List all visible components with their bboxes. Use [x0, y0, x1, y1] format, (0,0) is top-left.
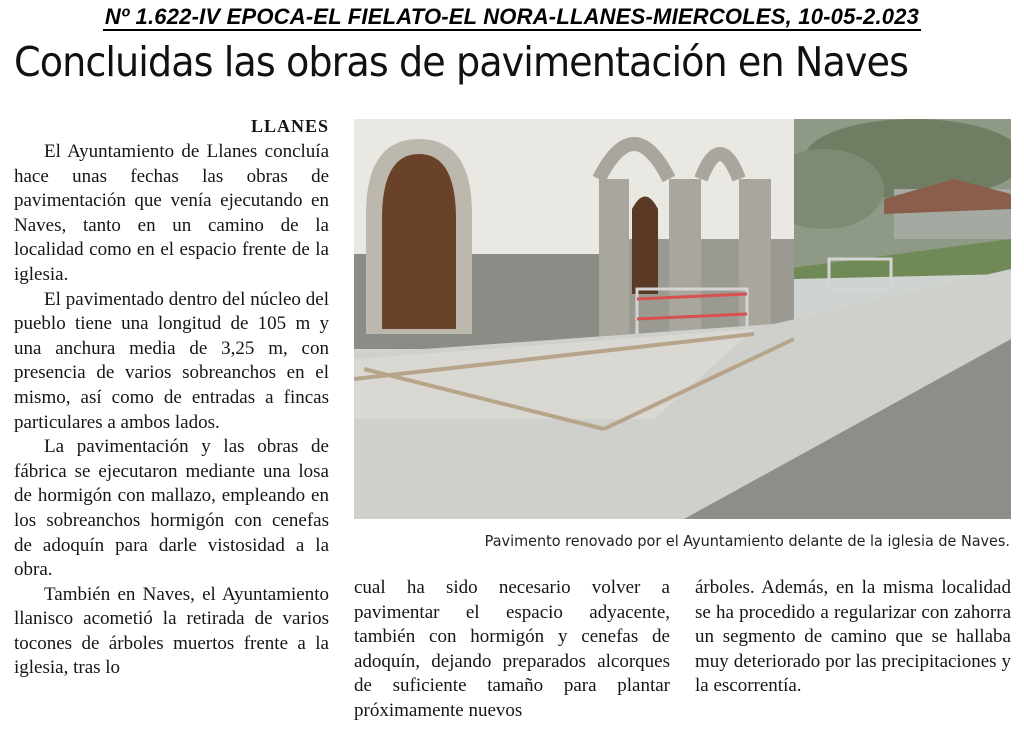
headline: Concluidas las obras de pavimentación en Naves [14, 38, 909, 86]
photo-caption: Pavimento renovado por el Ayuntamiento delante de la iglesia de Naves. [484, 532, 1010, 550]
article-column-2 [354, 576, 670, 724]
church-photo [354, 119, 1011, 519]
article-column-3 [695, 576, 1011, 699]
paragraph-1: El Ayuntamiento de Llanes concluía hace unas fechas las obras de pavimentación que venía ejecutando en Naves, tanto en un camino de la localidad como en el espacio frente de la iglesia. [14, 141, 329, 285]
masthead [0, 4, 1024, 30]
paragraph-4: También en Naves, el Ayuntamiento llanisco acometió la retirada de varios tocones de árboles muertos frente a la iglesia, tras lo [14, 583, 329, 679]
location-tag: LLANES [250, 116, 329, 136]
paragraph-6: árboles. Además, en la misma localidad se ha procedido a regularizar con zahorra un segmento de camino que se hallaba muy deteriorado por las precipitaciones y la escorrentía. [695, 577, 1011, 697]
paragraph-5: cual ha sido necesario volver a pavimentar el espacio adyacente, también con hormigón y cenefas de adoquín, dejando preparados alcorques de suficiente tamaño para plantar próximamente nuevos [354, 577, 670, 721]
paragraph-2: El pavimentado dentro del núcleo del pueblo tiene una longitud de 105 m y una anchura media de 3,25 m, con presencia de varios sobreanchos en el mismo, así como de entradas a fincas particulares a ambos lados. [14, 288, 329, 433]
paragraph-3: La pavimentación y las obras de fábrica se ejecutaron mediante una losa de hormigón con mallazo, empleando en los sobreanchos hormigón con cenefas de adoquín para darle vistosidad a la obra. [14, 436, 329, 581]
masthead-text: Nº 1.622-IV EPOCA-EL FIELATO-EL NORA-LLANES-MIERCOLES, 10-05-2.023 [104, 4, 920, 29]
church-photo-illustration [354, 119, 1011, 519]
article-column-1 [14, 116, 329, 681]
